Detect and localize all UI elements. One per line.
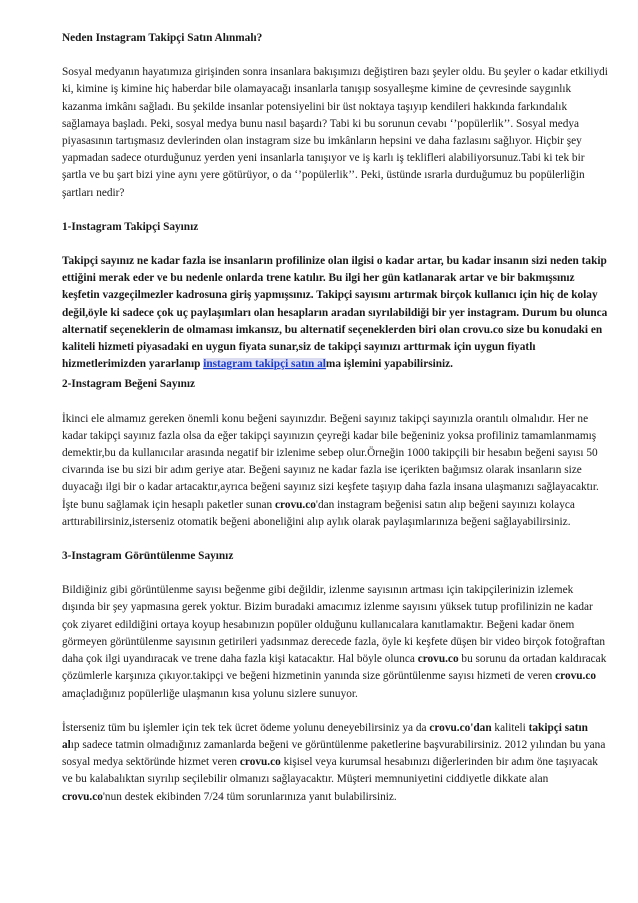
closing-brand3: crovu.co (62, 790, 103, 803)
intro-paragraph: Sosyal medyanın hayatımıza girişinden sonra insanlara bakışımızı değiştiren bazı şeyler oldu. Bu şeyler o kadar etkiliydi ki, kimine iş kimine hiç haberdar bile olamayacağı insanlarla tanışıp sosyalleşme kimine de çevresinde saygınlık kazanma imkânı sağladı. Bu şekilde insanlar potensiyelini bir üst noktaya taşıyıp kendileri hakkında farkındalık sağlamaya başladı. Peki, sosyal medya bunu nasıl başardı? Tabi ki bu sorunun cevabı ‘’popülerlik’’. Sosyal medya piyasasının tartışmasız devlerinden olan instagram size bu imkânların hepsini ve daha fazlasını sağlıyor. Hiçbir şey yapmadan sadece oturduğunuz yerden yeni insanlarla tanışıyor ve iş karlı iş teklifleri alabiliyorsunuz.Tabi ki tek bir şartla ve bu şart bizi yine aynı yere götürüyor, o da ‘’popülerlik’’. Peki, üstünde ısrarla durduğumuz bu popülerliğin şartları nedir? (62, 66, 608, 199)
closing-brand1: crovu.co'dan (429, 721, 492, 734)
instagram-takipci-link[interactable]: instagram takipçi satın al (203, 358, 326, 371)
document-title: Neden Instagram Takipçi Satın Alınmalı? (62, 32, 263, 44)
section3-brand2: crovu.co (555, 670, 597, 683)
section2-text-part1: İkinci ele almamız gereken önemli konu beğeni sayınızdır. Beğeni sayınız takipçi sayınızla orantılı olmalıdır. Her ne kadar takipçi sayınız fazla olsa da eğer takipçi sayınızın çeyreği kadar bile beğeniniz yoksa profiliniz tamamlanmamış demektir,bu da kullanıcılar arasında negatif bir izlenime sebep olur.Örneğin 1000 takipçili bir hesabın beğeni sayısı 50 civarında ise bu sizi bir adım geriye atar. Beğeni sayınız ne kadar fazla ise içerikten bağımsız olarak insanların size duyacağı ilgi bir o kadar artacaktır,ayrıca beğeni sayınız sizi keşfete taşıyıp daha fazla insana ulaşmanızı sağlayacaktır. İşte bunu sağlamak için hesaplı paketler sunan (62, 412, 599, 511)
section2-text-part2: 'dan instagram beğenisi satın alıp beğeni sayınızı kolayca arttırabilirsiniz,isterseniz otomatik beğeni aboneliğini alıp aylık olarak paylaşımlarınıza beğeni sağlayabilirsiniz. (62, 498, 575, 528)
section3-text-part1: Bildiğiniz gibi görüntülenme sayısı beğenme gibi değildir, izlenme sayısının artması için takipçilerinizin izlemek dışında bir şey yapmasına gerek yoktur. Bizim buradaki amacımız izlenme sayısını yüksek tutup profilinizin ne kadar çok ziyaret edildiğini ortaya koyup hesabınızın popüler olduğunu kullanıcalara kanıtlamaktır. Beğeni kadar önem görmeyen görüntülenme sayısının getirileri yadsınmaz derecede fazla, öyle ki keşfete düşen bir video birçok fotoğraftan daha çok ilgi uyandıracak ve trene daha fazla kişi katacaktır. Hal böyle olunca (62, 584, 605, 666)
section1-text-after-link: ma işlemini yapabilirsiniz. (325, 358, 454, 371)
closing-text-part2: kaliteli (491, 721, 529, 734)
section2-paragraph (62, 411, 608, 531)
section1-heading: 1-Instagram Takipçi Sayınız (62, 220, 199, 233)
closing-text-part5: 'nun destek ekibinden 7/24 tüm sorunlarınıza yanıt bulabilirsiniz. (102, 790, 397, 803)
section3-paragraph (62, 582, 608, 702)
closing-brand2: crovu.co (239, 756, 281, 769)
section3-heading: 3-Instagram Görüntülenme Sayınız (62, 550, 234, 563)
section3-text-part2: bu sorunu da ortadan kaldıracak çözümlerle karşınıza çıkıyor.takipçi ve beğeni hizmetinin yanında size görüntülenme sayısı hizmeti de veren (62, 653, 607, 683)
section3-text-part3: amaçladığınız popülerliğe ulaşmanın kısa yolunu sizlere sunuyor. (62, 687, 358, 700)
closing-text-part4: kişisel veya kurumsal hesabınızı diğerlerinden bir adım öne taşıyacak ve bu kalabalıktan sıyrılıp seçilebilir olmanızı sağlayacaktır. Müşteri memnuniyetini ciddiyetle dikkate alan (62, 756, 598, 786)
section1-text-before-link: Takipçi sayınız ne kadar fazla ise insanların profilinize olan ilgisi o kadar artar, bu kadar insanın sizi neden takip ettiğini merak eder ve bu nedenle onlarda trene katılır. Bu ilgi her gün katlanarak artar ve bir bakmışsınız keşfetin vazgeçilmezler kadrosuna giriş yapmışsınız. Takipçi sayısını artırmak birçok kullanıcı için hiç de kolay değil,öyle ki sadece çok uç paylaşımları olan hesapların aradan sıyrılabildiği bir yer instagram. Durum bu olunca alternatif seçeneklerin de olmaması imkansız, bu alternatif seçeneklerden biri olan crovu.co size bu konudaki en kaliteli hizmeti piyasadaki en uygun fiyata sunar,siz de takipçi sayınızı arttırmak için uygun fiyatlı hizmetlerimizden yararlanıp (62, 255, 608, 371)
closing-bold-phrase: takipçi satın al (62, 721, 588, 751)
section2-brand: crovu.co (275, 498, 316, 511)
section1-paragraph (62, 253, 608, 373)
closing-text-part1: İsterseniz tüm bu işlemler için tek tek ücret ödeme yolunu deneyebilirsiniz ya da (62, 721, 430, 734)
closing-text-part3: ıp sadece tatmin olmadığınız zamanlarda beğeni ve görüntülenme paketlerine başvurabilirsiniz. 2012 yılından bu yana sosyal medya sektöründe hizmet veren (62, 738, 606, 769)
section2-heading: 2-Instagram Beğeni Sayınız (62, 378, 196, 391)
section3-brand1: crovu.co (417, 653, 459, 666)
closing-paragraph (62, 720, 608, 806)
